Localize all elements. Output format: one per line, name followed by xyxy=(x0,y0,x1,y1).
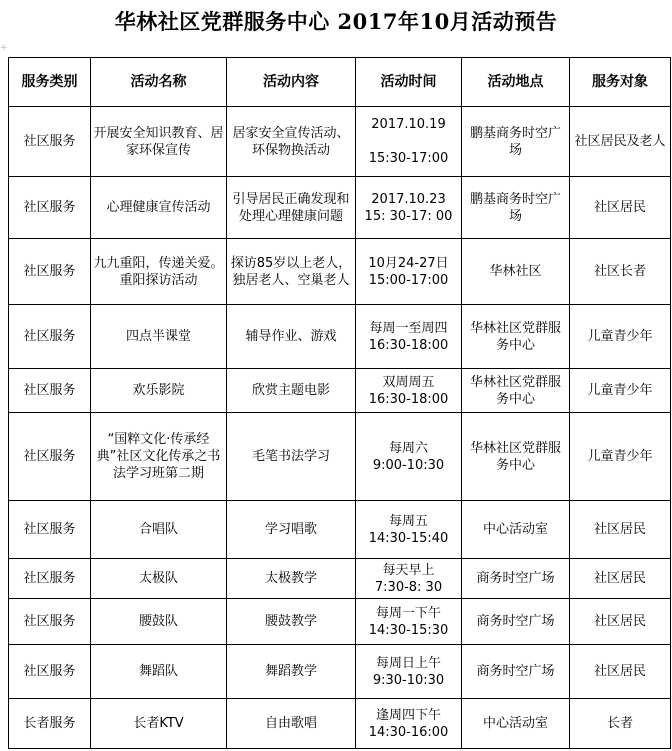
cell-place: 商务时空广场 xyxy=(462,645,570,699)
cell-time xyxy=(356,699,462,749)
cell-category: 社区服务 xyxy=(9,413,91,501)
time-line: 9:30-10:30 xyxy=(372,672,445,688)
cell-name: 腰鼓队 xyxy=(91,599,227,645)
cell-target: 社区居民及老人 xyxy=(570,107,671,177)
cell-target: 社区居民 xyxy=(570,559,671,599)
cell-content: 自由歌唱 xyxy=(227,699,356,749)
cell-content: 学习唱歌 xyxy=(227,501,356,559)
table-row xyxy=(9,599,671,645)
time-line: 14:30-16:00 xyxy=(368,724,449,740)
cell-content: 太极教学 xyxy=(227,559,356,599)
cell-place: 商务时空广场 xyxy=(462,599,570,645)
time-line: 每周一下午 xyxy=(375,605,441,621)
header-content: 活动内容 xyxy=(227,58,356,107)
cell-content: 辅导作业、游戏 xyxy=(227,305,356,369)
time-line: 14:30-15:40 xyxy=(368,530,449,546)
header-time: 活动时间 xyxy=(356,58,462,107)
time-line: 每天早上 xyxy=(382,562,435,578)
cell-name: “国粹文化·传承经典”社区文化传承之书法学习班第二期 xyxy=(91,413,227,501)
cell-place: 中心活动室 xyxy=(462,501,570,559)
cell-name: 欢乐影院 xyxy=(91,369,227,413)
cell-target: 儿童青少年 xyxy=(570,413,671,501)
time-line: 9:00-10:30 xyxy=(372,457,445,473)
cell-time xyxy=(356,107,462,177)
table-row xyxy=(9,369,671,413)
cell-target: 社区居民 xyxy=(570,645,671,699)
cell-category: 社区服务 xyxy=(9,239,91,305)
cell-content: 欣赏主题电影 xyxy=(227,369,356,413)
cell-category: 社区服务 xyxy=(9,177,91,239)
time-line xyxy=(358,133,459,150)
time-line: 15:00-17:00 xyxy=(368,272,449,288)
table-row xyxy=(9,177,671,239)
cell-name: 合唱队 xyxy=(91,501,227,559)
cell-target: 社区长者 xyxy=(570,239,671,305)
cell-name: 四点半课堂 xyxy=(91,305,227,369)
cell-time xyxy=(356,559,462,599)
anchor-mark: + xyxy=(0,43,8,53)
cell-target: 社区居民 xyxy=(570,177,671,239)
header-target: 服务对象 xyxy=(570,58,671,107)
cell-place: 华林社区党群服务中心 xyxy=(462,369,570,413)
time-line: 15: 30-17: 00 xyxy=(364,208,453,224)
cell-target: 儿童青少年 xyxy=(570,369,671,413)
cell-time xyxy=(356,305,462,369)
cell-category: 社区服务 xyxy=(9,599,91,645)
page-title: 华林社区党群服务中心 2017年10月活动预告 xyxy=(114,9,558,34)
cell-place: 华林社区党群服务中心 xyxy=(462,413,570,501)
cell-place: 鹏基商务时空广场 xyxy=(462,177,570,239)
header-name: 活动名称 xyxy=(91,58,227,107)
table-row xyxy=(9,501,671,559)
cell-name: 舞蹈队 xyxy=(91,645,227,699)
cell-name: 长者KTV xyxy=(91,699,227,749)
cell-name: 太极队 xyxy=(91,559,227,599)
cell-time xyxy=(356,369,462,413)
time-line: 每周五 xyxy=(388,513,428,529)
cell-category: 社区服务 xyxy=(9,369,91,413)
cell-time xyxy=(356,645,462,699)
table-row xyxy=(9,107,671,177)
cell-category: 社区服务 xyxy=(9,305,91,369)
cell-target: 长者 xyxy=(570,699,671,749)
cell-name: 心理健康宣传活动 xyxy=(91,177,227,239)
time-line: 14:30-15:30 xyxy=(368,622,449,638)
header-place: 活动地点 xyxy=(462,58,570,107)
cell-time xyxy=(356,239,462,305)
cell-place: 鹏基商务时空广场 xyxy=(462,107,570,177)
time-line: 每周日上午 xyxy=(375,655,441,671)
cell-time xyxy=(356,177,462,239)
cell-target: 社区居民 xyxy=(570,599,671,645)
time-line: 10月24-27日 xyxy=(368,255,449,271)
table-row xyxy=(9,559,671,599)
table-row xyxy=(9,305,671,369)
table-row xyxy=(9,413,671,501)
cell-time xyxy=(356,501,462,559)
cell-time xyxy=(356,413,462,501)
cell-name: 开展安全知识教育、居家环保宣传 xyxy=(91,107,227,177)
table-row xyxy=(9,699,671,749)
cell-category: 社区服务 xyxy=(9,107,91,177)
cell-place: 商务时空广场 xyxy=(462,559,570,599)
activity-table xyxy=(8,57,671,749)
time-line: 每周一至周四 xyxy=(369,320,448,336)
cell-category: 社区服务 xyxy=(9,645,91,699)
time-line: 2017.10.23 xyxy=(371,191,446,207)
header-row xyxy=(9,58,671,107)
cell-target: 社区居民 xyxy=(570,501,671,559)
cell-content: 引导居民正确发现和处理心理健康问题 xyxy=(227,177,356,239)
time-line: 逢周四下午 xyxy=(375,707,441,723)
table-row xyxy=(9,239,671,305)
cell-place: 华林社区 xyxy=(462,239,570,305)
cell-content: 腰鼓教学 xyxy=(227,599,356,645)
cell-content: 毛笔书法学习 xyxy=(227,413,356,501)
cell-name: 九九重阳，传递关爱。重阳探访活动 xyxy=(91,239,227,305)
cell-content: 居家安全宣传活动、环保物换活动 xyxy=(227,107,356,177)
cell-target: 儿童青少年 xyxy=(570,305,671,369)
time-line: 双周周五 xyxy=(382,374,435,390)
cell-category: 长者服务 xyxy=(9,699,91,749)
time-line: 7:30-8: 30 xyxy=(374,579,443,595)
cell-place: 中心活动室 xyxy=(462,699,570,749)
time-line: 每周六 xyxy=(388,440,428,456)
cell-category: 社区服务 xyxy=(9,501,91,559)
cell-time xyxy=(356,599,462,645)
cell-content: 舞蹈教学 xyxy=(227,645,356,699)
header-category: 服务类别 xyxy=(9,58,91,107)
cell-category: 社区服务 xyxy=(9,559,91,599)
table-row xyxy=(9,645,671,699)
time-line: 15:30-17:00 xyxy=(368,151,449,166)
cell-content: 探访85岁以上老人，独居老人、空巢老人 xyxy=(227,239,356,305)
cell-place: 华林社区党群服务中心 xyxy=(462,305,570,369)
time-line: 16:30-18:00 xyxy=(368,391,449,407)
time-line: 2017.10.19 xyxy=(371,117,446,132)
time-line: 16:30-18:00 xyxy=(368,337,449,353)
